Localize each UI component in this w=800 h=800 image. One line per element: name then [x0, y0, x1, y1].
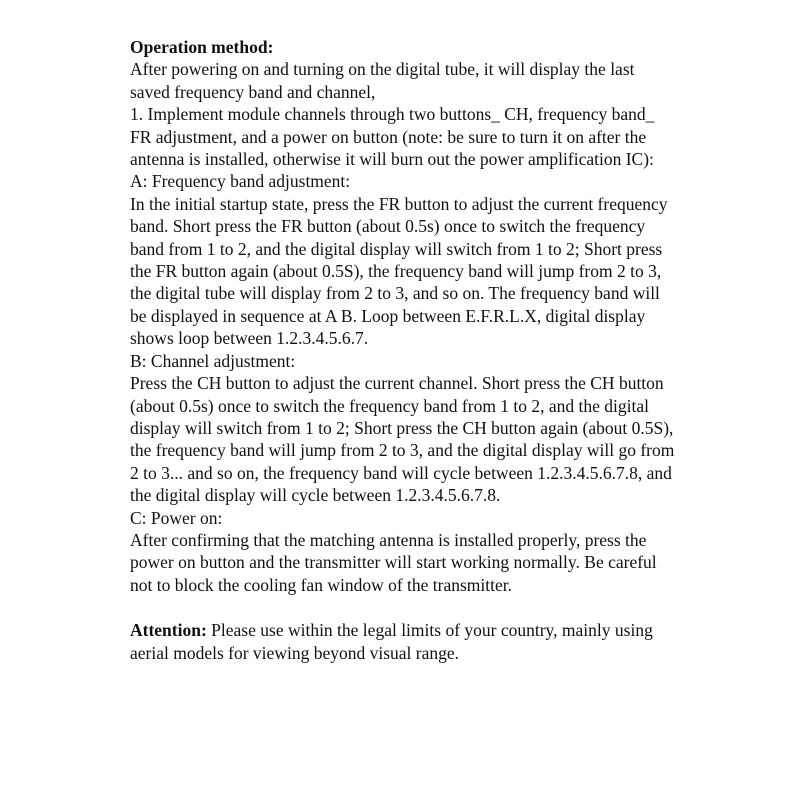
channel-section-title: B: Channel adjustment:: [130, 350, 296, 371]
power-on-section-title: C: Power on:: [130, 507, 223, 528]
step1-paragraph: 1. Implement module channels through two buttons_ CH, frequency band_ FR adjustment, and a power on button (note: be sure to turn it on after the antenna is installed, otherwise it will burn out the power amplification IC):: [130, 104, 655, 170]
attention-label: Attention:: [130, 620, 207, 641]
channel-section-body: Press the CH button to adjust the current channel. Short press the CH button (about 0.5s) once to switch the frequency band from 1 to 2, and the digital display will switch from 1 to 2; Short press the CH button again (about 0.5S), the frequency band will jump from 2 to 3, and the digital display will go from 2 to 3... and so on, the frequency band will cycle between 1.2.3.4.5.6.7.8, and the digital display will cycle between 1.2.3.4.5.6.7.8.: [130, 373, 675, 506]
frequency-band-section-title: A: Frequency band adjustment:: [130, 171, 351, 192]
frequency-band-section-body: In the initial startup state, press the FR button to adjust the current frequency band. Short press the FR button (about 0.5s) once to switch the frequency band from 1 to 2, and the digital display will switch from 1 to 2; Short press the FR button again (about 0.5S), the frequency band will jump from 2 to 3, the digital tube will display from 2 to 3, and so on. The frequency band will be displayed in sequence at A B. Loop between E.F.R.L.X, digital display shows loop between 1.2.3.4.5.6.7.: [130, 193, 668, 349]
operation-method-heading: Operation method:: [130, 37, 274, 57]
attention-text: Please use within the legal limits of your country, mainly using aerial models for viewing beyond visual range.: [130, 620, 653, 663]
attention-paragraph: [130, 619, 677, 664]
power-on-section-body: After confirming that the matching antenna is installed properly, press the power on button and the transmitter will start working normally. Be careful not to block the cooling fan window of the transmitter.: [130, 529, 657, 595]
operation-instructions: [130, 36, 677, 664]
intro-paragraph: After powering on and turning on the digital tube, it will display the last saved frequency band and channel,: [130, 59, 635, 102]
